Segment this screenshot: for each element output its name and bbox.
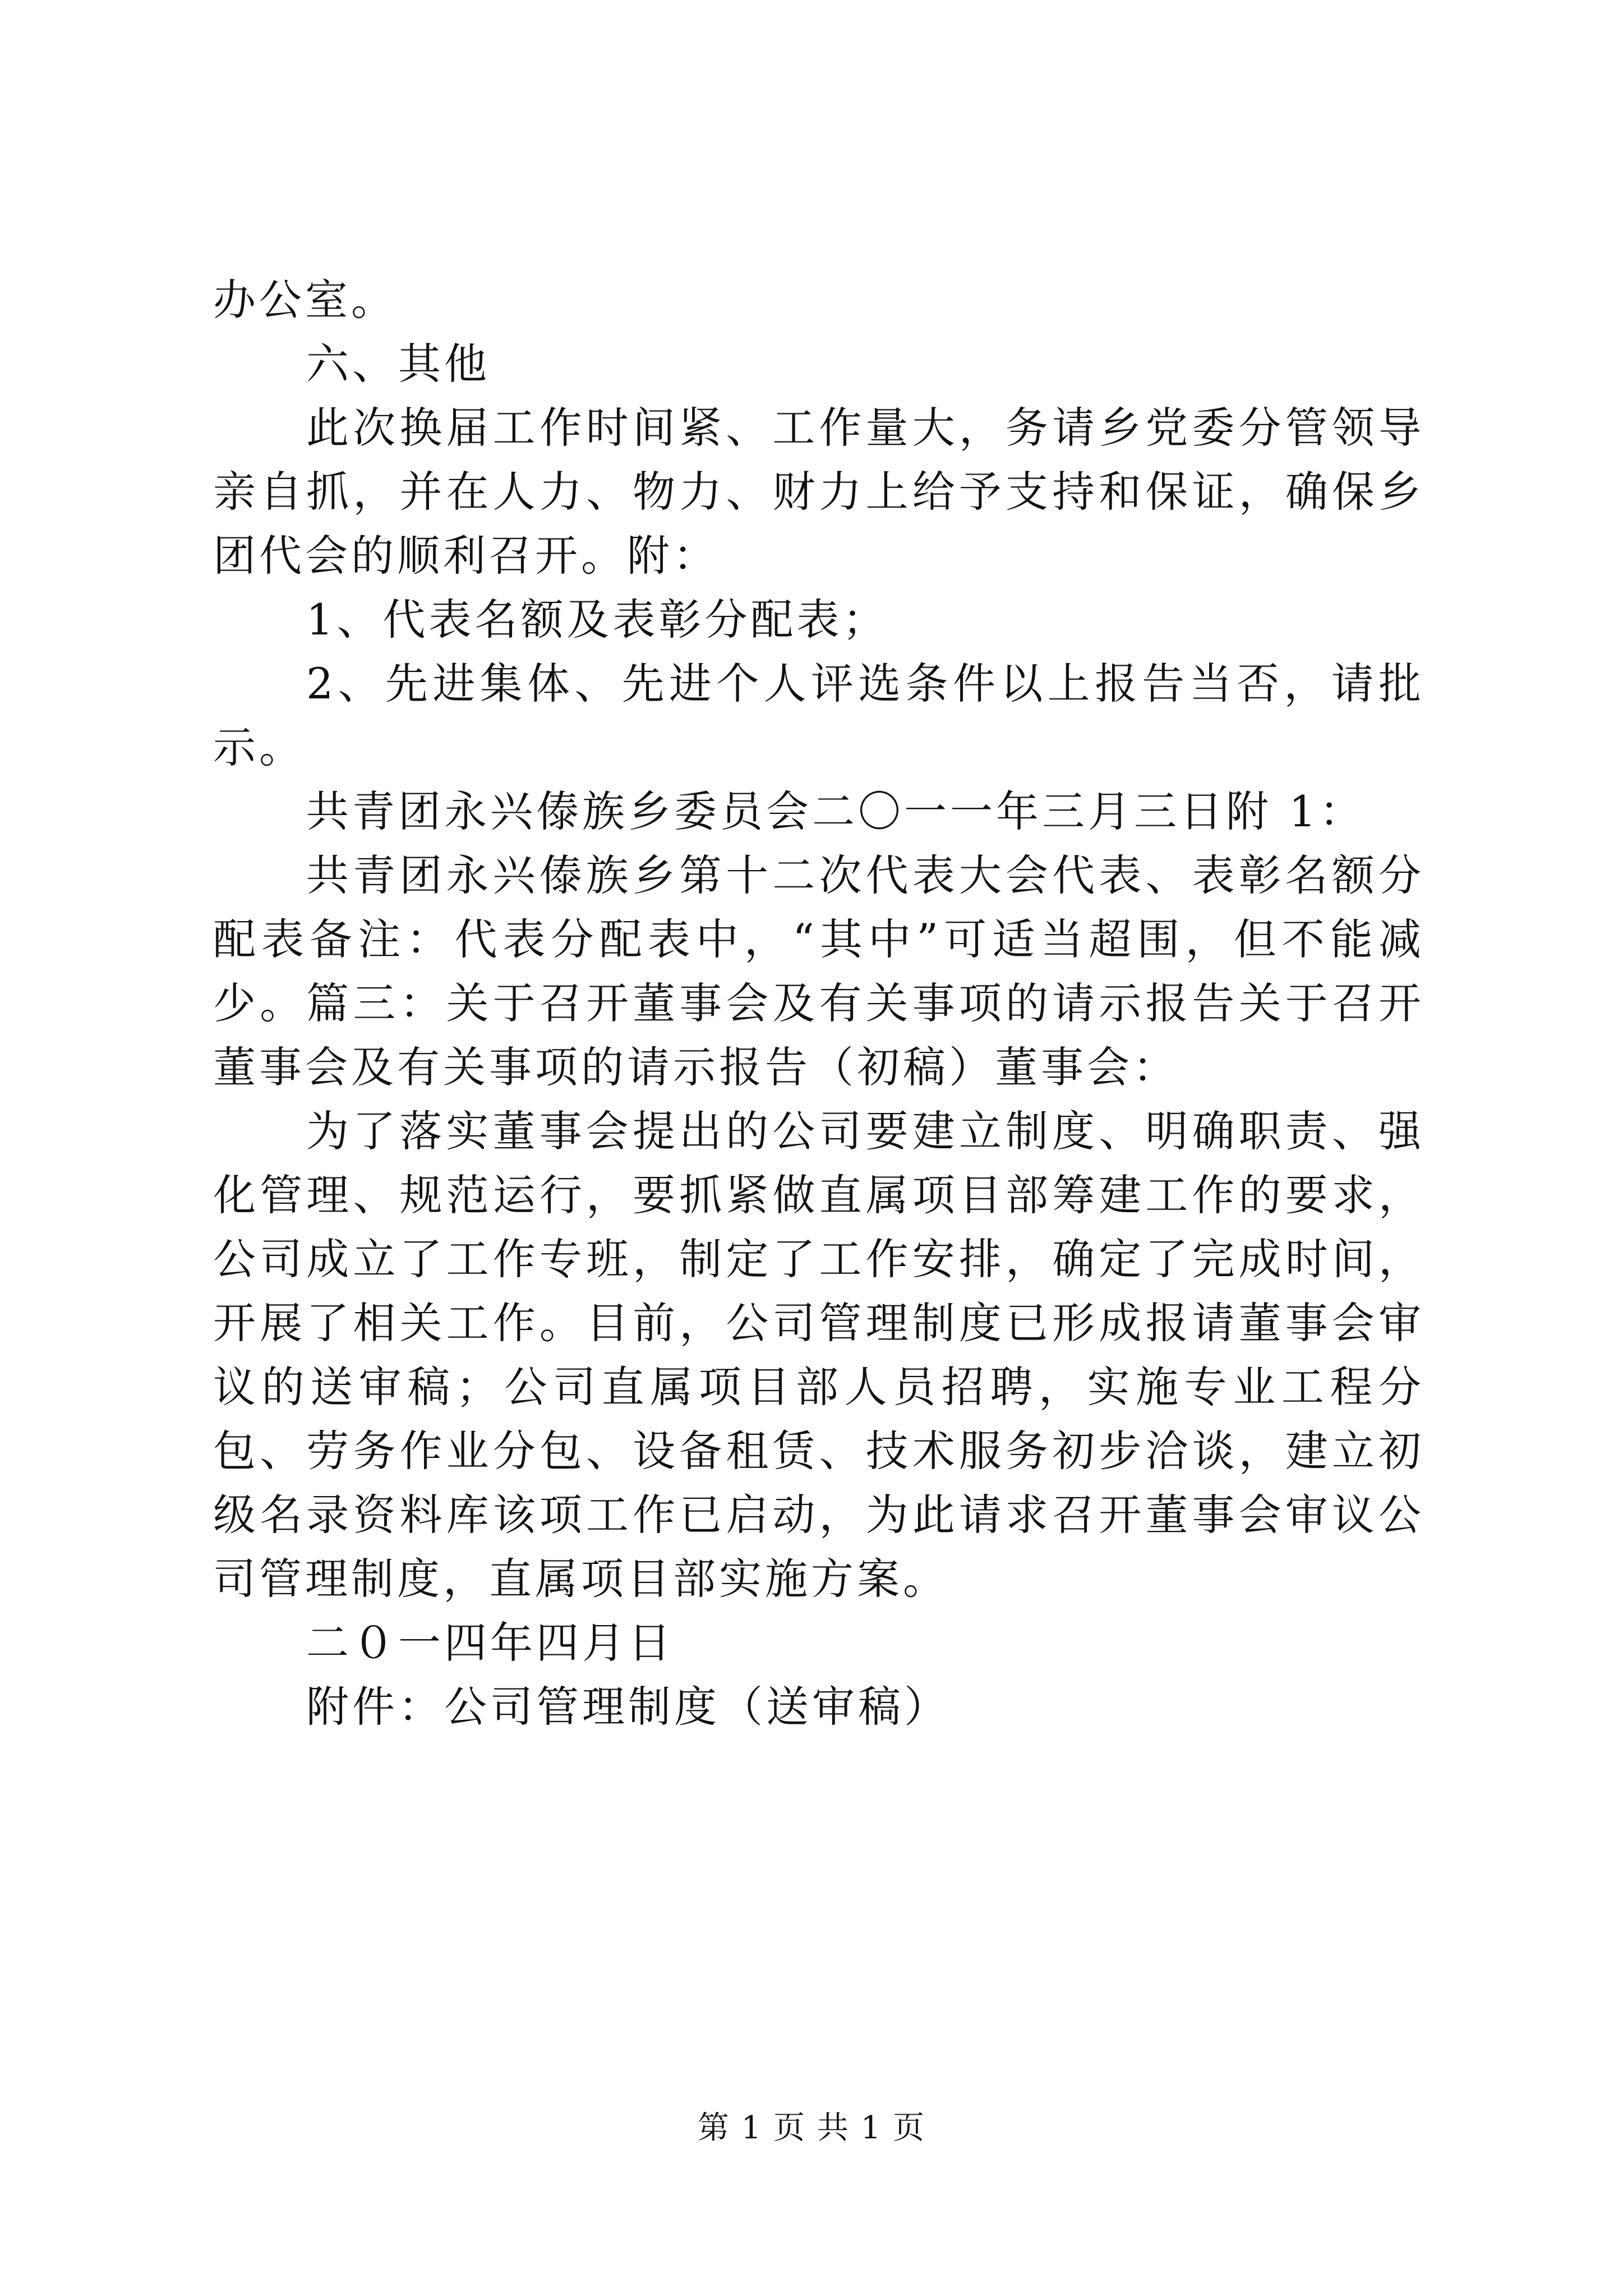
page-footer: [0, 2110, 1623, 2146]
document-body: [213, 268, 1424, 1739]
attachment-line: 附件：公司管理制度（送审稿）: [306, 1682, 950, 1732]
signature-date-line: 共青团永兴傣族乡委员会二〇一一年三月三日附 1：: [306, 786, 1366, 836]
report-date: 二０一四年四月日: [306, 1618, 674, 1668]
paragraph-office-closing: 办公室。: [213, 275, 397, 325]
paragraph-request-body: 为了落实董事会提出的公司要建立制度、明确职责、强化管理、规范运行，要抓紧做直属项目部筹建工作的要求，公司成立了工作专班，制定了工作安排，确定了完成时间，开展了相关工作。目前，公司管理制度已形成报请董事会审议的送审稿；公司直属项目部人员招聘，实施专业工程分包、劳务作业分包、设备租赁、技术服务初步洽谈，建立初级名录资料库该项工作已启动，为此请求召开董事会审议公司管理制度，直属项目部实施方案。: [213, 1106, 1424, 1604]
paragraph-election-support: 此次换届工作时间紧、工作量大，务请乡党委分管领导亲自抓，并在人力、物力、财力上给予支持和保证，确保乡团代会的顺利召开。附：: [213, 403, 1424, 581]
page-number: 第 1 页 共 1 页: [697, 2110, 926, 2146]
attachment-item-2: 2、先进集体、先进个人评选条件以上报告当否，请批示。: [213, 659, 1424, 772]
paragraph-allocation-and-report-title: 共青团永兴傣族乡第十二次代表大会代表、表彰名额分配表备注：代表分配表中，“其中”可适当超围，但不能减少。篇三：关于召开董事会及有关事项的请示报告关于召开董事会及有关事项的请示报告（初稿）董事会：: [213, 850, 1424, 1092]
attachment-item-1: 1、代表名额及表彰分配表；: [306, 595, 889, 645]
section-heading-other: 六、其他: [306, 339, 490, 389]
